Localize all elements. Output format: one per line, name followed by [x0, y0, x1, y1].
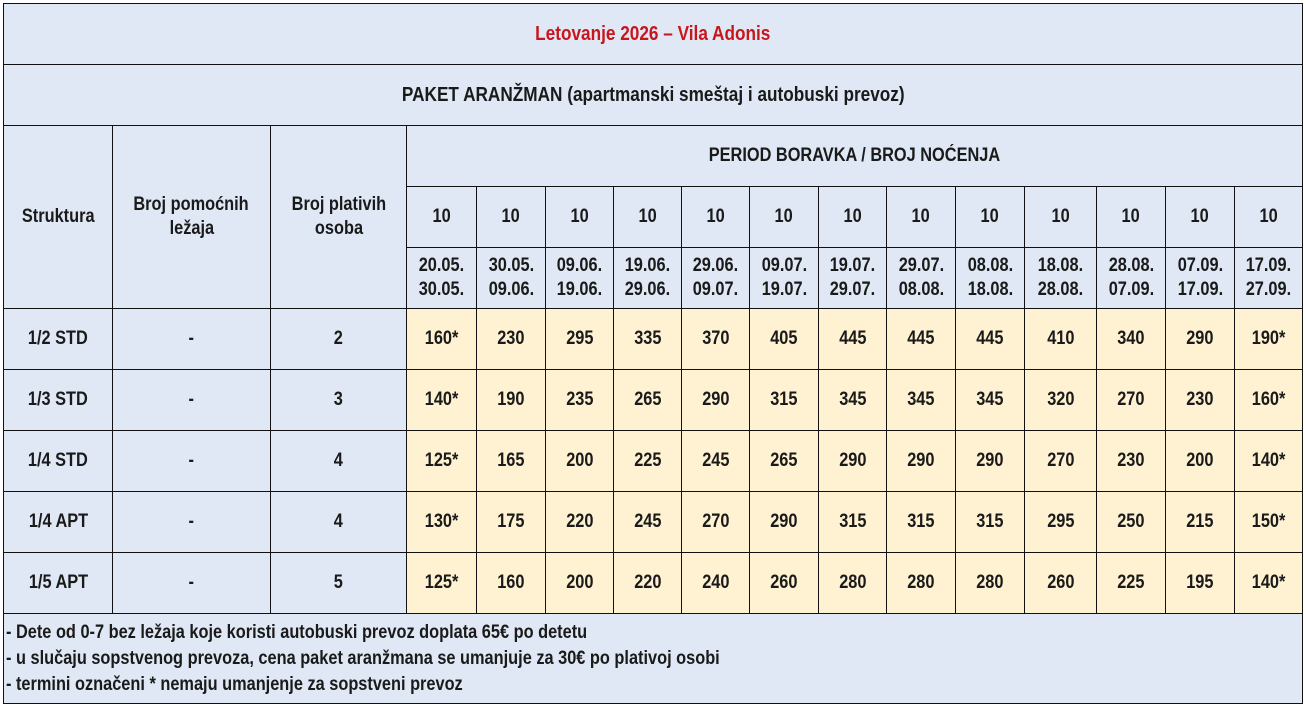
price-value: 345 [976, 389, 1004, 410]
period-nights-value: 10 [706, 206, 725, 227]
struktura-value: 1/2 STD [28, 328, 88, 349]
price-cell [682, 370, 750, 431]
price-value: 220 [633, 572, 662, 593]
price-cell [546, 309, 614, 370]
price-cell [1025, 431, 1097, 492]
price-cell [477, 309, 546, 370]
period-date-to: 29.06. [624, 279, 671, 300]
header-struktura [4, 126, 113, 309]
period-dates-cell [407, 248, 477, 309]
price-cell [1166, 492, 1235, 553]
price-value: 200 [565, 572, 594, 593]
period-date-from: 17.09. [1245, 255, 1292, 276]
period-dates-cell [819, 248, 887, 309]
price-cell [887, 553, 956, 614]
price-cell [407, 309, 477, 370]
title-text: Letovanje 2026 – Vila Adonis [535, 23, 771, 45]
period-dates-cell [682, 248, 750, 309]
struktura-cell [4, 492, 113, 553]
period-nights-value: 10 [980, 206, 1000, 227]
price-value: 445 [907, 328, 935, 349]
price-cell [407, 431, 477, 492]
price-cell [819, 553, 887, 614]
price-cell [477, 431, 546, 492]
price-cell [407, 553, 477, 614]
pomocni-cell [113, 492, 271, 553]
price-cell [682, 309, 750, 370]
struktura-value: 1/5 APT [28, 572, 88, 593]
price-cell [546, 492, 614, 553]
period-dates-cell [956, 248, 1025, 309]
header-pomocni-line1: Broj pomoćnih [133, 194, 250, 215]
price-value: 405 [770, 328, 798, 349]
price-value: 165 [497, 450, 525, 471]
price-cell [477, 370, 546, 431]
struktura-cell [4, 431, 113, 492]
price-value: 240 [701, 572, 730, 593]
price-cell [477, 492, 546, 553]
period-nights-cell [956, 187, 1025, 248]
plativih-cell [271, 370, 407, 431]
note-line: - Dete od 0-7 bez ležaja koje koristi autobuski prevoz doplata 65€ po detetu [6, 621, 588, 643]
period-dates-cell [750, 248, 819, 309]
period-nights-cell [1097, 187, 1166, 248]
price-cell [819, 431, 887, 492]
header-period [407, 126, 1303, 187]
pomocni-value: - [188, 572, 195, 593]
price-cell [887, 370, 956, 431]
price-value: 265 [633, 389, 662, 410]
price-value: 270 [701, 511, 730, 532]
price-cell [614, 492, 682, 553]
price-value: 320 [1046, 389, 1075, 410]
price-cell [682, 553, 750, 614]
period-nights-value: 10 [1190, 206, 1210, 227]
price-cell [887, 492, 956, 553]
period-nights-cell [887, 187, 956, 248]
price-value: 140* [1251, 572, 1286, 593]
price-value: 290 [907, 450, 935, 471]
price-value: 335 [633, 328, 662, 349]
period-date-from: 19.07. [829, 255, 876, 276]
price-value: 245 [701, 450, 730, 471]
period-nights-value: 10 [843, 206, 862, 227]
price-cell [477, 553, 546, 614]
price-cell [1166, 309, 1235, 370]
table-row [4, 309, 1303, 370]
price-cell [750, 553, 819, 614]
price-cell [1166, 370, 1235, 431]
price-cell [750, 492, 819, 553]
period-date-from: 30.05. [488, 255, 534, 276]
period-nights-cell [1025, 187, 1097, 248]
subtitle-row [4, 65, 1303, 126]
price-cell [1166, 431, 1235, 492]
price-value: 140* [1251, 450, 1286, 471]
header-pomocni-line2: ležaja [169, 218, 214, 239]
price-cell [1235, 492, 1303, 553]
price-value: 280 [838, 572, 867, 593]
period-date-to: 09.06. [488, 279, 534, 300]
price-value: 445 [976, 328, 1004, 349]
price-cell [750, 431, 819, 492]
price-value: 260 [1046, 572, 1075, 593]
period-dates-cell [1097, 248, 1166, 309]
header-period-row [4, 126, 1303, 187]
price-value: 195 [1186, 572, 1214, 593]
price-value: 290 [770, 511, 798, 532]
table-row [4, 553, 1303, 614]
period-dates-cell [1166, 248, 1235, 309]
plativih-cell [271, 431, 407, 492]
price-value: 270 [1117, 389, 1145, 410]
pomocni-cell [113, 553, 271, 614]
period-date-to: 09.07. [692, 279, 739, 300]
price-cell [1025, 309, 1097, 370]
period-nights-value: 10 [501, 206, 521, 227]
price-value: 345 [907, 389, 935, 410]
price-value: 230 [1186, 389, 1214, 410]
period-date-from: 28.08. [1108, 255, 1154, 276]
price-value: 140* [424, 389, 459, 410]
price-value: 250 [1117, 511, 1145, 532]
price-value: 370 [701, 328, 730, 349]
price-value: 225 [1117, 572, 1145, 593]
price-cell [1235, 431, 1303, 492]
header-plativih-line2: osoba [314, 218, 363, 239]
notes-cell [4, 614, 1303, 704]
table-subtitle [4, 65, 1303, 126]
price-cell [1097, 370, 1166, 431]
price-cell [956, 370, 1025, 431]
table-row [4, 370, 1303, 431]
price-value: 175 [497, 511, 525, 532]
plativih-cell [271, 309, 407, 370]
price-value: 270 [1046, 450, 1075, 471]
period-date-to: 29.07. [829, 279, 876, 300]
period-date-from: 29.07. [898, 255, 944, 276]
subtitle-text: PAKET ARANŽMAN (apartmanski smeštaj i autobuski prevoz) [401, 84, 905, 106]
price-cell [819, 492, 887, 553]
pomocni-value: - [188, 389, 195, 410]
period-dates-cell [1025, 248, 1097, 309]
period-nights-cell [1166, 187, 1235, 248]
price-cell [546, 431, 614, 492]
period-date-from: 07.09. [1177, 255, 1223, 276]
price-value: 290 [701, 389, 730, 410]
table-title [4, 4, 1303, 65]
price-value: 265 [770, 450, 798, 471]
price-value: 345 [838, 389, 867, 410]
price-cell [887, 309, 956, 370]
price-cell [614, 431, 682, 492]
price-value: 230 [1117, 450, 1145, 471]
price-value: 130* [424, 511, 459, 532]
struktura-cell [4, 553, 113, 614]
period-nights-value: 10 [1259, 206, 1278, 227]
header-plativih-osoba [271, 126, 407, 309]
price-table [3, 3, 1303, 704]
table-row [4, 431, 1303, 492]
period-date-from: 09.06. [556, 255, 603, 276]
price-cell [1097, 431, 1166, 492]
period-date-from: 19.06. [624, 255, 671, 276]
period-date-to: 19.07. [761, 279, 807, 300]
period-nights-value: 10 [570, 206, 589, 227]
plativih-cell [271, 553, 407, 614]
price-cell [1097, 309, 1166, 370]
price-cell [1025, 492, 1097, 553]
price-cell [819, 370, 887, 431]
price-cell [956, 492, 1025, 553]
plativih-value: 3 [333, 389, 344, 410]
plativih-value: 5 [333, 572, 344, 593]
price-cell [682, 492, 750, 553]
period-date-to: 07.09. [1108, 279, 1154, 300]
price-value: 245 [633, 511, 662, 532]
period-nights-value: 10 [774, 206, 794, 227]
period-date-to: 28.08. [1037, 279, 1084, 300]
period-nights-cell [407, 187, 477, 248]
price-value: 235 [565, 389, 594, 410]
price-value: 295 [565, 328, 594, 349]
price-cell [887, 431, 956, 492]
price-value: 230 [497, 328, 525, 349]
price-cell [614, 309, 682, 370]
price-value: 160* [1251, 389, 1286, 410]
struktura-value: 1/4 STD [28, 450, 88, 471]
price-value: 290 [1186, 328, 1214, 349]
price-value: 290 [838, 450, 867, 471]
title-row [4, 4, 1303, 65]
header-plativih-line1: Broj plativih [291, 194, 386, 215]
price-cell [1025, 370, 1097, 431]
price-cell [1235, 309, 1303, 370]
period-nights-cell [819, 187, 887, 248]
pomocni-cell [113, 309, 271, 370]
struktura-value: 1/3 STD [28, 389, 88, 410]
price-cell [614, 553, 682, 614]
period-date-from: 09.07. [761, 255, 807, 276]
price-value: 445 [838, 328, 867, 349]
pomocni-value: - [188, 450, 195, 471]
price-value: 215 [1186, 511, 1214, 532]
note-line: - u slučaju sopstvenog prevoza, cena paket aranžmana se umanjuje za 30€ po plativoj osobi [6, 647, 720, 669]
period-nights-cell [614, 187, 682, 248]
period-dates-cell [1235, 248, 1303, 309]
price-cell [1025, 553, 1097, 614]
price-cell [819, 309, 887, 370]
pomocni-cell [113, 370, 271, 431]
price-list-document [3, 3, 1302, 705]
price-cell [750, 309, 819, 370]
price-cell [750, 370, 819, 431]
price-cell [956, 309, 1025, 370]
pomocni-cell [113, 431, 271, 492]
period-nights-value: 10 [1051, 206, 1070, 227]
period-date-to: 18.08. [967, 279, 1013, 300]
price-value: 125* [424, 572, 459, 593]
price-value: 225 [633, 450, 662, 471]
period-date-to: 27.09. [1245, 279, 1292, 300]
price-value: 220 [565, 511, 594, 532]
price-value: 260 [770, 572, 798, 593]
price-cell [956, 553, 1025, 614]
price-cell [682, 431, 750, 492]
price-value: 290 [976, 450, 1004, 471]
price-cell [407, 370, 477, 431]
period-date-from: 18.08. [1037, 255, 1084, 276]
period-dates-cell [614, 248, 682, 309]
period-date-to: 30.05. [418, 279, 465, 300]
pomocni-value: - [188, 328, 195, 349]
period-nights-value: 10 [911, 206, 931, 227]
price-cell [1097, 492, 1166, 553]
price-value: 410 [1046, 328, 1075, 349]
period-date-to: 19.06. [556, 279, 603, 300]
price-value: 190* [1251, 328, 1286, 349]
price-cell [407, 492, 477, 553]
period-nights-cell [546, 187, 614, 248]
plativih-value: 2 [333, 328, 344, 349]
plativih-value: 4 [333, 450, 344, 471]
price-cell [546, 370, 614, 431]
price-value: 160 [497, 572, 525, 593]
period-nights-cell [682, 187, 750, 248]
price-cell [1097, 553, 1166, 614]
period-nights-value: 10 [638, 206, 657, 227]
struktura-value: 1/4 APT [28, 511, 88, 532]
price-cell [614, 370, 682, 431]
table-row [4, 492, 1303, 553]
period-date-from: 20.05. [418, 255, 465, 276]
period-nights-cell [477, 187, 546, 248]
header-pomocni-lezaja [113, 126, 271, 309]
header-struktura-label: Struktura [21, 206, 95, 227]
price-value: 160* [424, 328, 459, 349]
notes-row [4, 614, 1303, 704]
note-line: - termini označeni * nemaju umanjenje za sopstveni prevoz [6, 673, 463, 695]
period-nights-cell [1235, 187, 1303, 248]
plativih-cell [271, 492, 407, 553]
price-cell [546, 553, 614, 614]
period-nights-value: 10 [1121, 206, 1141, 227]
pomocni-value: - [188, 511, 195, 532]
price-value: 315 [976, 511, 1004, 532]
price-cell [1235, 370, 1303, 431]
price-value: 315 [907, 511, 935, 532]
price-value: 315 [770, 389, 798, 410]
price-cell [956, 431, 1025, 492]
price-cell [1235, 553, 1303, 614]
price-value: 125* [424, 450, 459, 471]
struktura-cell [4, 370, 113, 431]
period-date-to: 17.09. [1177, 279, 1223, 300]
price-value: 200 [1186, 450, 1214, 471]
period-date-to: 08.08. [898, 279, 944, 300]
period-date-from: 08.08. [967, 255, 1013, 276]
price-value: 295 [1046, 511, 1075, 532]
price-value: 280 [976, 572, 1004, 593]
period-date-from: 29.06. [692, 255, 739, 276]
period-dates-cell [887, 248, 956, 309]
price-value: 280 [907, 572, 935, 593]
price-value: 190 [497, 389, 525, 410]
header-period-label: PERIOD BORAVKA / BROJ NOĆENJA [708, 145, 1001, 166]
struktura-cell [4, 309, 113, 370]
price-value: 315 [838, 511, 867, 532]
price-value: 340 [1117, 328, 1145, 349]
period-nights-cell [750, 187, 819, 248]
price-value: 150* [1251, 511, 1286, 532]
period-dates-cell [546, 248, 614, 309]
price-value: 200 [565, 450, 594, 471]
period-nights-value: 10 [432, 206, 451, 227]
period-dates-cell [477, 248, 546, 309]
plativih-value: 4 [333, 511, 344, 532]
price-cell [1166, 553, 1235, 614]
